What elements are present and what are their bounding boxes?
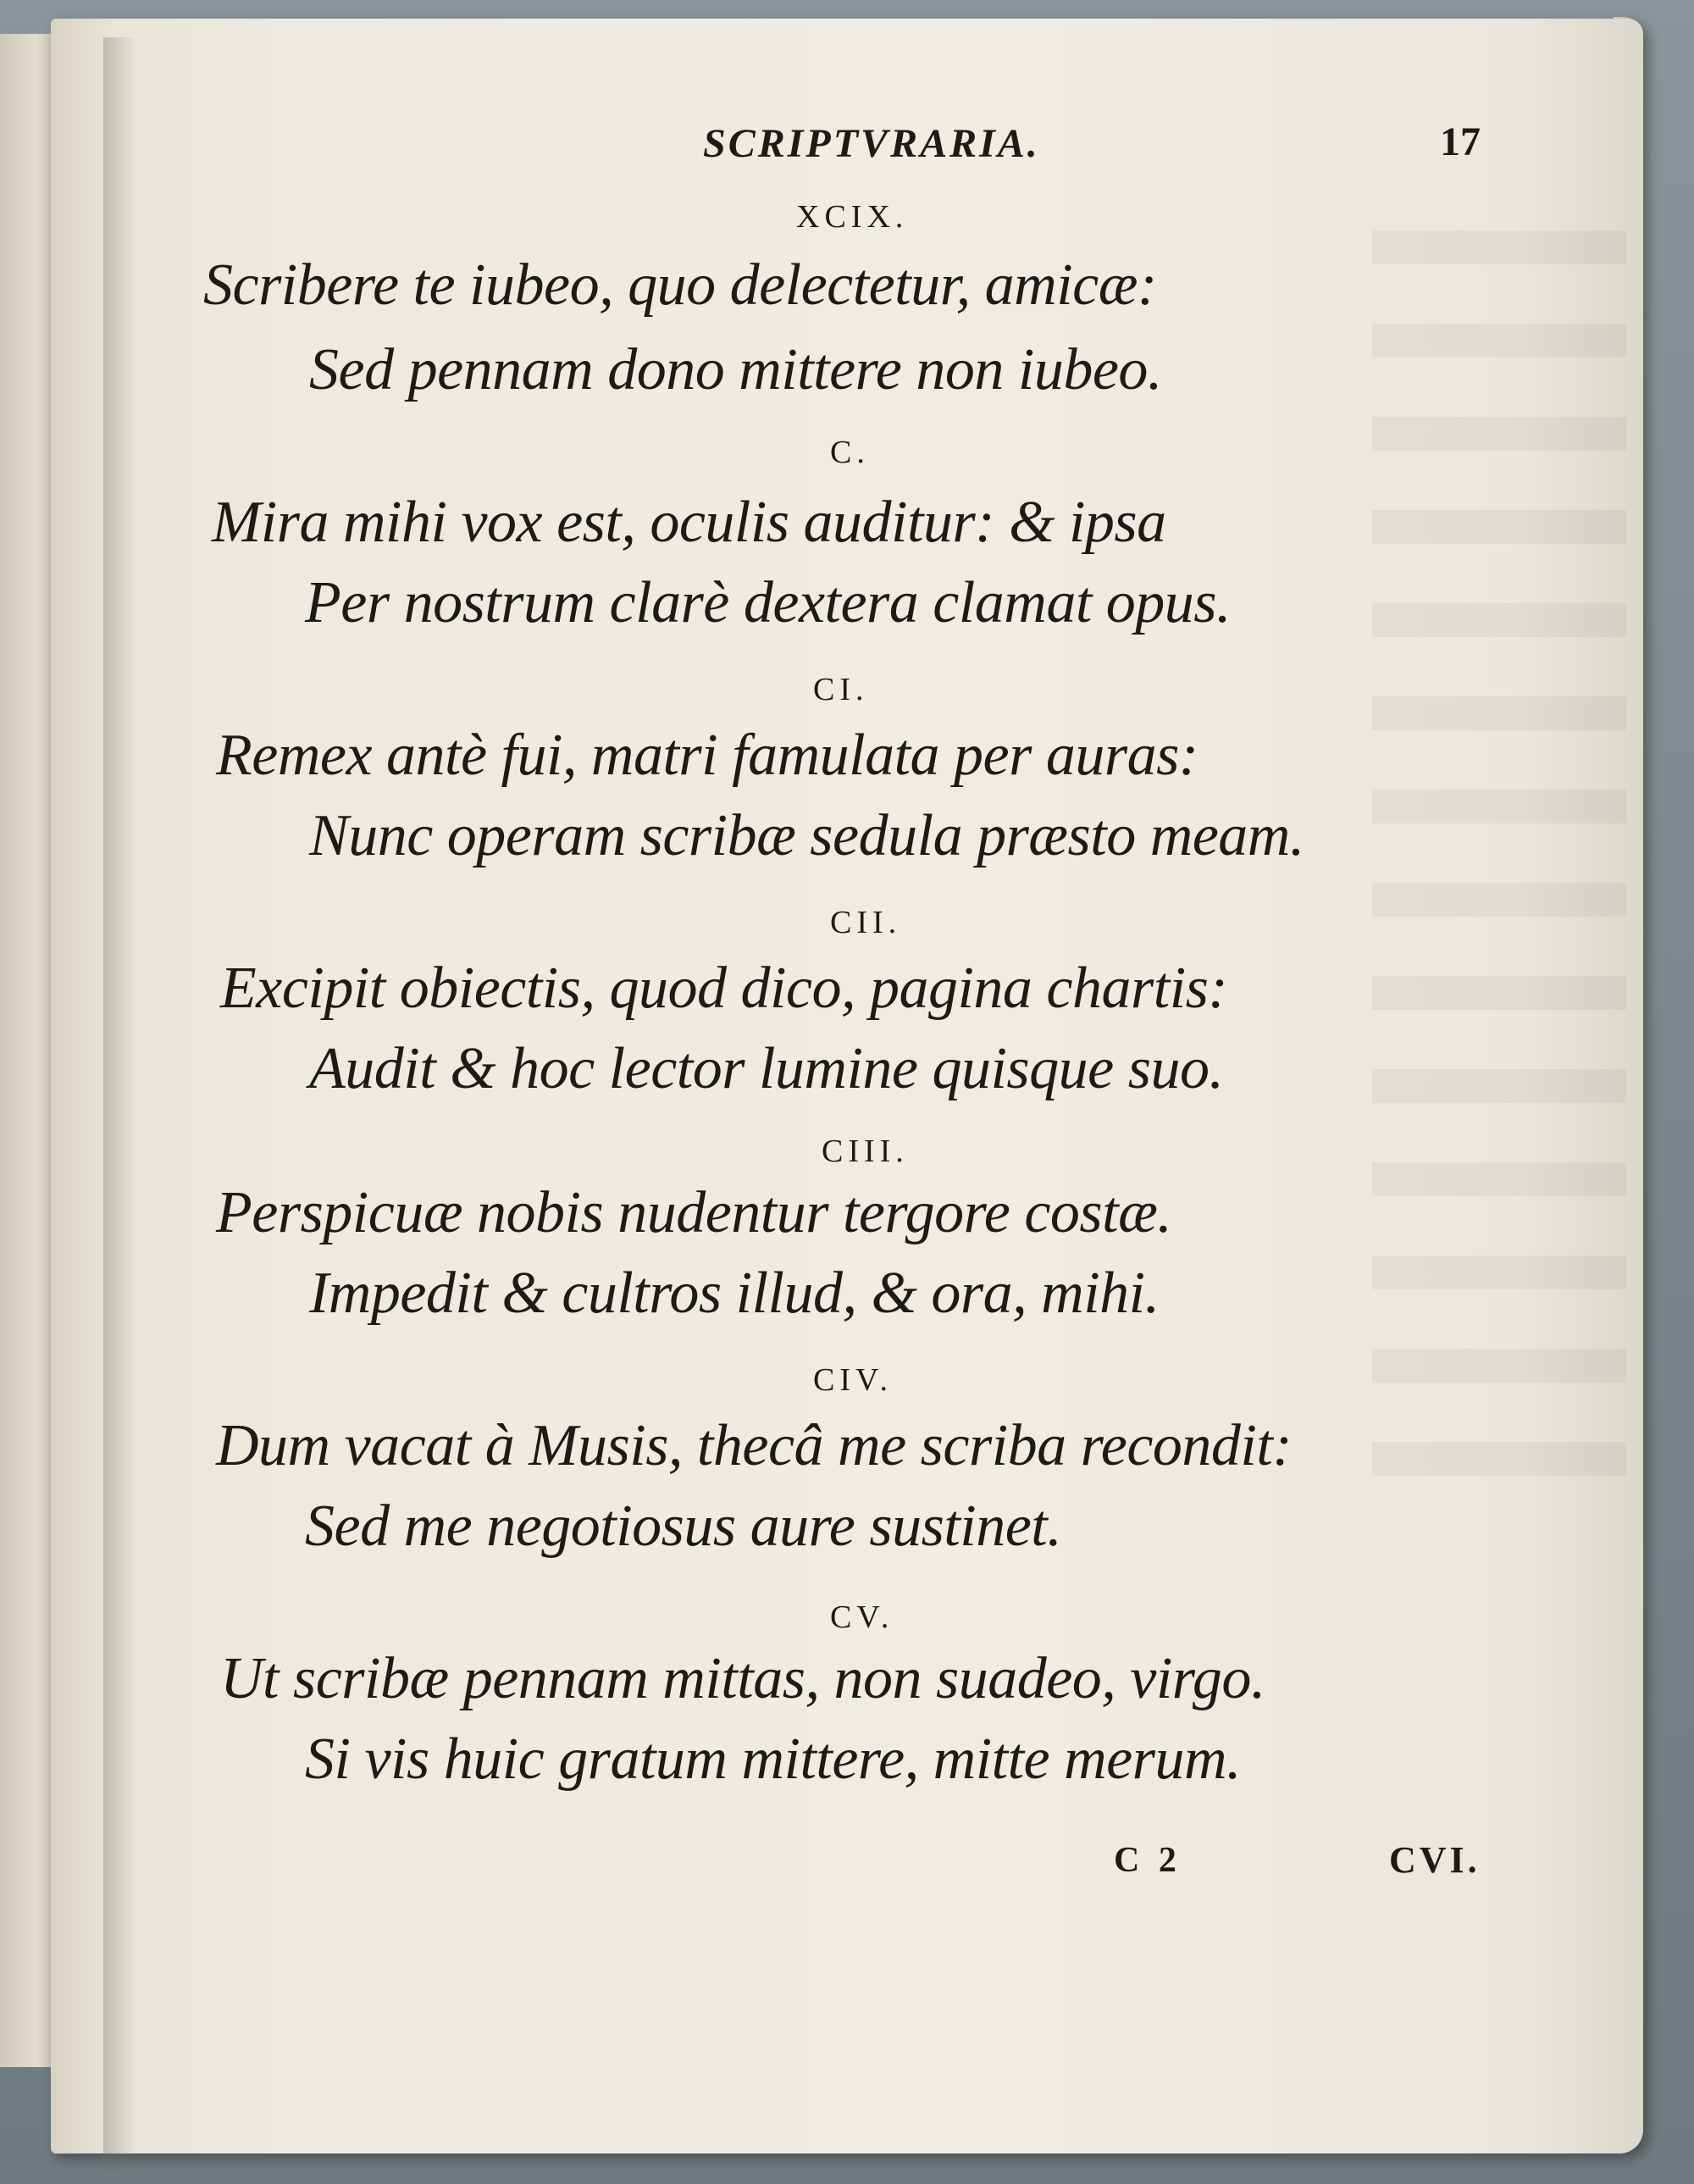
running-title: SCRIPTVRARIA.	[703, 121, 1040, 166]
verse-line: Scribere te iubeo, quo delectetur, amicæ:	[203, 252, 1157, 318]
epigram-numeral: CIV.	[813, 1362, 894, 1398]
epigram-numeral: C.	[830, 435, 870, 470]
verse-line: Nunc operam scribæ sedula præsto meam.	[309, 803, 1304, 868]
verse-line: Excipit obiectis, quod dico, pagina chartis:	[220, 956, 1228, 1021]
show-through-shading	[1372, 230, 1626, 1501]
verse-line: Sed me negotiosus aure sustinet.	[305, 1494, 1062, 1559]
epigram-numeral: XCIX.	[796, 199, 909, 235]
catchword: CVI.	[1389, 1839, 1481, 1881]
epigram-numeral: CV.	[830, 1599, 894, 1635]
verse-line: Ut scribæ pennam mittas, non suadeo, virgo.	[220, 1646, 1265, 1711]
verse-line: Si vis huic gratum mittere, mitte merum.	[305, 1727, 1242, 1792]
page-number: 17	[1440, 119, 1481, 164]
signature-mark: C 2	[1114, 1841, 1182, 1880]
verse-line: Perspicuæ nobis nudentur tergore costæ.	[216, 1180, 1172, 1245]
verse-line: Per nostrum clarè dextera clamat opus.	[305, 570, 1232, 635]
epigram-numeral: CI.	[813, 672, 869, 707]
verse-line: Dum vacat à Musis, thecâ me scriba recondit:	[216, 1413, 1293, 1478]
verse-line: Audit & hoc lector lumine quisque suo.	[309, 1036, 1224, 1101]
epigram-numeral: CIII.	[822, 1134, 909, 1169]
book-page	[51, 19, 1643, 2154]
epigram-numeral: CII.	[830, 905, 902, 940]
gutter-shadow	[103, 37, 137, 2172]
verse-line: Mira mihi vox est, oculis auditur: & ipsa	[212, 490, 1166, 555]
verse-line: Sed pennam dono mittere non iubeo.	[309, 337, 1162, 402]
verse-line: Remex antè fui, matri famulata per auras:	[216, 723, 1199, 788]
verse-line: Impedit & cultros illud, & ora, mihi.	[309, 1261, 1160, 1326]
